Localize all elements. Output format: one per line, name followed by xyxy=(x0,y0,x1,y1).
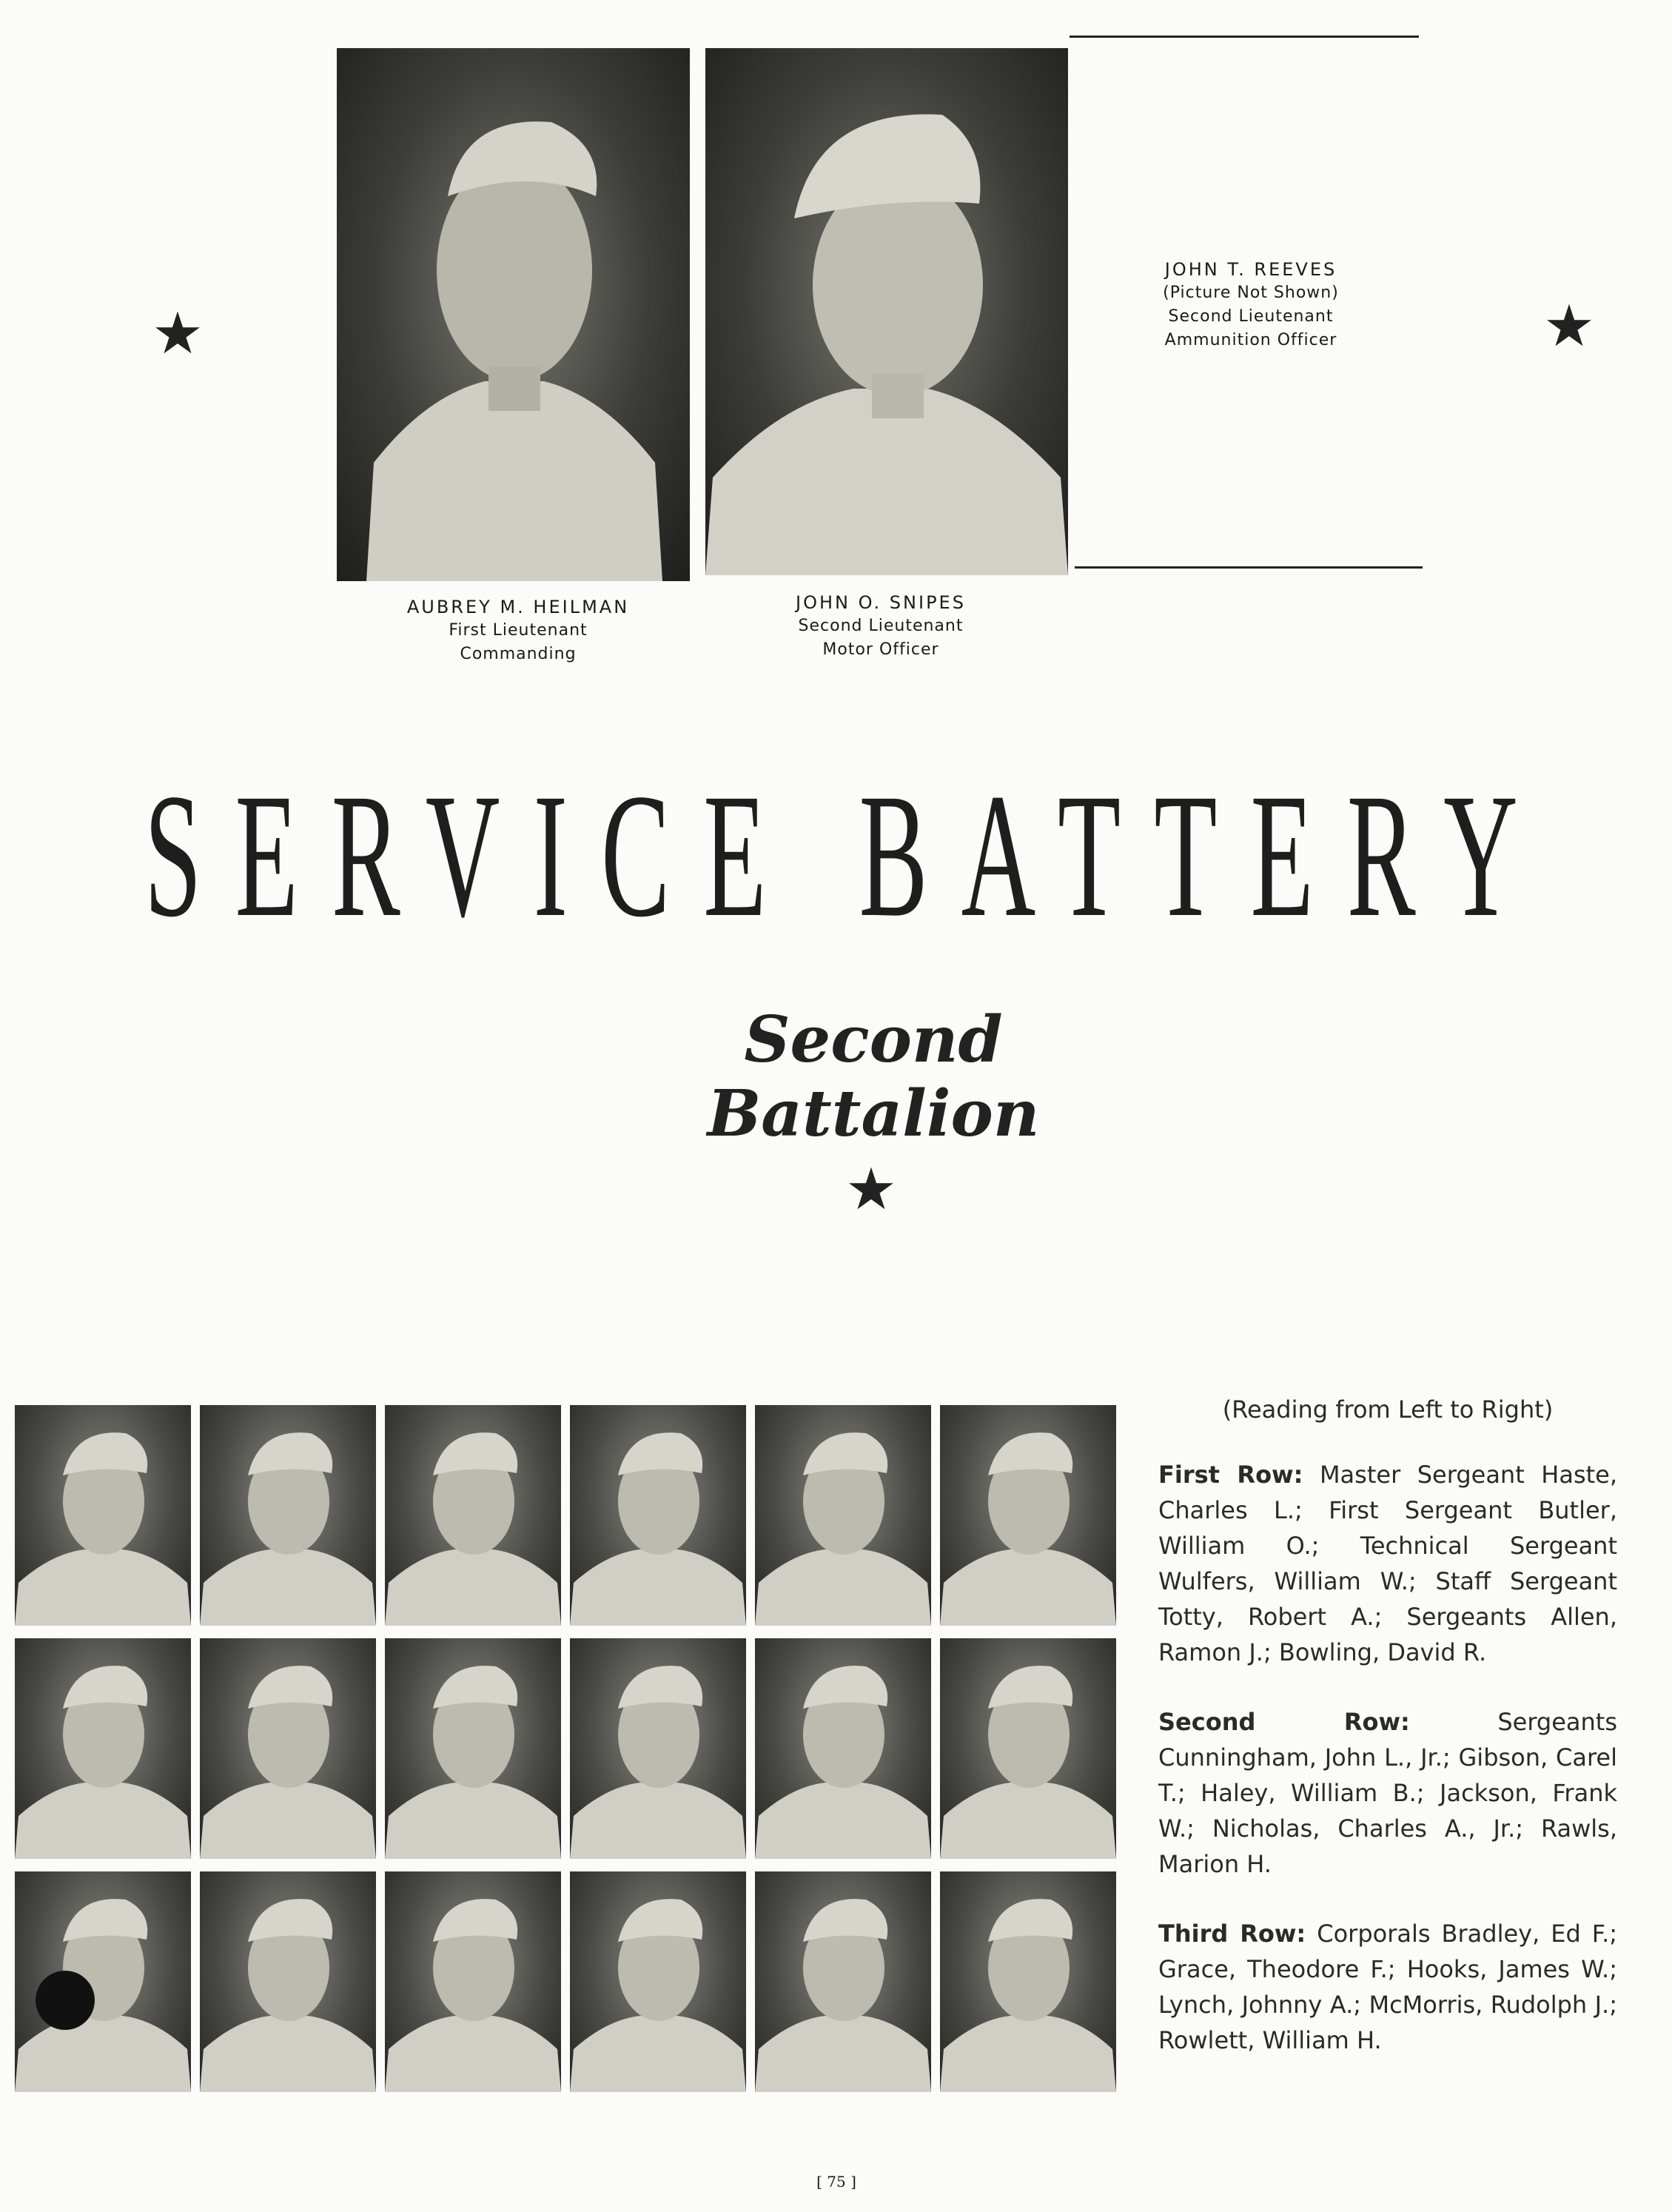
roster-photo xyxy=(385,1405,561,1626)
roster-row-third xyxy=(1158,1916,1617,2058)
officer-rank: Second Lieutenant xyxy=(1168,307,1334,326)
officer-caption-heilman xyxy=(370,595,666,666)
roster-photo xyxy=(755,1638,931,1859)
roster-photo xyxy=(755,1871,931,2092)
roster-photo xyxy=(940,1871,1116,2092)
page-subtitle: Second Battalion xyxy=(707,1002,1040,1151)
roster-photo xyxy=(570,1638,746,1859)
roster-photo xyxy=(15,1638,191,1859)
star-icon-right: ★ xyxy=(1543,293,1595,360)
officer-caption-reeves xyxy=(1110,258,1391,352)
roster-photo xyxy=(570,1871,746,2092)
officer-role: Motor Officer xyxy=(822,640,939,659)
roster-legend xyxy=(1158,1392,1617,2092)
officer-name: JOHN T. REEVES xyxy=(1164,259,1337,280)
divider-top xyxy=(1070,36,1419,38)
officer-name: JOHN O. SNIPES xyxy=(796,592,966,613)
officer-photo-snipes xyxy=(705,48,1068,575)
punch-hole xyxy=(36,1971,95,2030)
portrait-silhouette xyxy=(705,48,1068,575)
page-title: SERVICE BATTERY xyxy=(144,757,1552,953)
officer-note: (Picture Not Shown) xyxy=(1163,284,1339,302)
officer-photo-heilman xyxy=(337,48,690,581)
roster-photo xyxy=(15,1405,191,1626)
roster-photo xyxy=(385,1638,561,1859)
roster-photo xyxy=(200,1638,376,1859)
star-icon-left: ★ xyxy=(152,301,204,367)
roster-row-label: Third Row: xyxy=(1158,1920,1306,1948)
roster-photo xyxy=(385,1871,561,2092)
officer-rank: First Lieutenant xyxy=(449,621,588,640)
officer-name: AUBREY M. HEILMAN xyxy=(406,597,630,617)
roster-row-text: Sergeants Cunningham, John L., Jr.; Gibson, Carel T.; Haley, William B.; Jackson, Frank W.; Nicholas, Charles A., Jr.; Rawls, Marion H. xyxy=(1158,1708,1618,1878)
roster-photo xyxy=(570,1405,746,1626)
roster-row-label: First Row: xyxy=(1158,1461,1303,1489)
roster-photo xyxy=(200,1871,376,2092)
roster-photo-grid xyxy=(15,1405,1110,2094)
officer-role: Ammunition Officer xyxy=(1164,331,1337,349)
roster-photo xyxy=(940,1405,1116,1626)
roster-row-text: Corporals Bradley, Ed F.; Grace, Theodore F.; Hooks, James W.; Lynch, Johnny A.; McMorris, Rudolph J.; Rowlett, William H. xyxy=(1158,1920,1618,2054)
roster-header: (Reading from Left to Right) xyxy=(1222,1395,1554,1424)
roster-photo xyxy=(940,1638,1116,1859)
roster-photo xyxy=(755,1405,931,1626)
officer-rank: Second Lieutenant xyxy=(798,617,964,635)
officer-role: Commanding xyxy=(460,645,577,663)
roster-row-first xyxy=(1158,1457,1617,1670)
portrait-silhouette xyxy=(337,48,690,581)
page-number: [ 75 ] xyxy=(816,2173,856,2191)
roster-photo xyxy=(200,1405,376,1626)
roster-row-text: Master Sergeant Haste, Charles L.; First Sergeant Butler, William O.; Technical Sergeant Wulfers, William W.; Staff Sergeant Totty, Robert A.; Sergeants Allen, Ramon J.; Bowling, David R. xyxy=(1158,1461,1618,1666)
star-icon-center: ★ xyxy=(845,1156,897,1223)
divider-bottom xyxy=(1075,566,1423,569)
roster-row-label: Second Row: xyxy=(1158,1708,1410,1736)
officer-caption-snipes xyxy=(740,591,1021,662)
roster-row-second xyxy=(1158,1704,1617,1882)
